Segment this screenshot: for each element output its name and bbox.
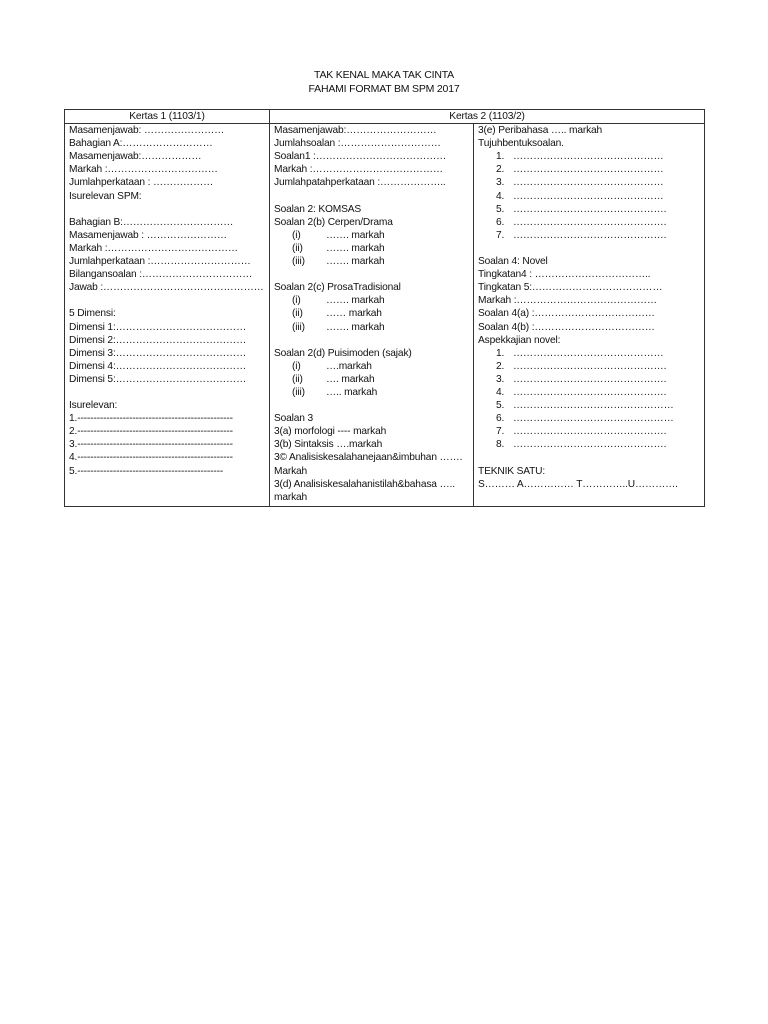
tujuh-item (478, 203, 704, 216)
k1-line: Markah :…………………………… (69, 164, 218, 176)
prosa-title: Soalan 2(c) ProsaTradisional (274, 282, 401, 294)
soalan-3-item: 3© Analisiskesalahanejaan&imbuhan ……. Markah (274, 452, 463, 477)
item-value: ………………………………………. (513, 203, 667, 215)
tujuh-item (478, 216, 704, 229)
k1-line: Isurelevan SPM: (69, 190, 142, 202)
teknik-title: TEKNIK SATU: (478, 465, 546, 477)
spacer (274, 399, 473, 412)
aspek-item (478, 347, 704, 360)
item-value: ….. markah (326, 386, 378, 398)
item-key: (ii) (292, 308, 303, 320)
novel-line: Soalan 4(a) :……………………………… (478, 308, 655, 320)
item-key: (ii) (292, 373, 303, 385)
item-value: ………………………………………. (513, 373, 667, 385)
item-value: ………………………………………… (513, 413, 674, 425)
item-value: ………………………………………. (513, 360, 667, 372)
soalan-3-item: 3(b) Sintaksis ….markah (274, 439, 383, 451)
item-key: 3. (496, 177, 505, 189)
item-value: ……………………………………… (513, 190, 664, 202)
k1-line: 3.------------------------------------------------ (69, 439, 233, 451)
aspek-item (478, 373, 704, 386)
title-line-1: TAK KENAL MAKA TAK CINTA (314, 69, 454, 81)
item-key: (i) (292, 295, 301, 307)
spacer (274, 334, 473, 347)
item-key: 6. (496, 413, 505, 425)
table-header-row (65, 110, 705, 124)
item-value: ………………………………………. (513, 229, 667, 241)
k1-line: Bahagian A:……………………… (69, 138, 213, 150)
spacer (478, 242, 704, 255)
item-key: 6. (496, 216, 505, 228)
cerpen-item (274, 255, 473, 268)
tujuh-item (478, 229, 704, 242)
kertas-1-cell (65, 124, 270, 507)
header-kertas-1: Kertas 1 (1103/1) (65, 110, 270, 124)
k1-line: Dimensi 5:………………………………… (69, 373, 247, 385)
item-key: 5. (496, 203, 505, 215)
spacer (274, 268, 473, 281)
k1-line: 1.------------------------------------------------ (69, 413, 233, 425)
table-body-row (65, 124, 705, 507)
aspek-title: Aspekkajian novel: (478, 334, 561, 346)
novel-line: Markah :…………………………………… (478, 295, 657, 307)
item-key: (i) (292, 229, 301, 241)
item-value: ……………………………………… (513, 164, 664, 176)
k1-line: Dimensi 1:………………………………… (69, 321, 247, 333)
tujuh-item (478, 176, 704, 189)
spacer (69, 386, 269, 399)
item-key: 2. (496, 164, 505, 176)
tujuh-item (478, 150, 704, 163)
k1-line: Jawab :………………………………………… (69, 282, 264, 294)
item-key: (iii) (292, 386, 305, 398)
k1-line: Masamenjawab : …………………… (69, 229, 227, 241)
item-value: ……. markah (326, 242, 385, 254)
item-key: 4. (496, 190, 505, 202)
k1-line: 5.--------------------------------------------- (69, 465, 224, 477)
kertas-2-left-cell (270, 124, 474, 507)
document-title (0, 68, 768, 96)
item-value: …. markah (326, 373, 375, 385)
soalan-3-item: 3(a) morfologi ---- markah (274, 426, 387, 438)
k1-line: Dimensi 4:………………………………… (69, 360, 247, 372)
item-value: ……. markah (326, 295, 385, 307)
item-value: ………………………………………. (513, 439, 667, 451)
format-table (64, 109, 705, 507)
novel-title: Soalan 4: Novel (478, 256, 548, 268)
tujuh-item (478, 163, 704, 176)
novel-line: Soalan 4(b) :……………………………… (478, 321, 655, 333)
prosa-item (274, 307, 473, 320)
cerpen-title: Soalan 2(b) Cerpen/Drama (274, 216, 393, 228)
item-key: 3. (496, 373, 505, 385)
item-key: (iii) (292, 321, 305, 333)
item-key: 5. (496, 400, 505, 412)
item-value: ………………………………………. (513, 386, 667, 398)
kertas-2-right-cell (474, 124, 705, 507)
aspek-item (478, 399, 704, 412)
item-key: (iii) (292, 256, 305, 268)
item-key: (ii) (292, 242, 303, 254)
k1-line: Dimensi 2:………………………………… (69, 334, 247, 346)
item-value: ……………………………………… (513, 151, 664, 163)
aspek-item (478, 425, 704, 438)
k2-line: Jumlahsoalan :………………………… (274, 138, 441, 150)
k1-line: Dimensi 3:………………………………… (69, 347, 247, 359)
peribahasa-line: 3(e) Peribahasa ….. markah (478, 125, 603, 137)
item-key: 2. (496, 360, 505, 372)
k1-line: Jumlahperkataan : ……………… (69, 177, 214, 189)
puisi-item (274, 373, 473, 386)
item-value: ………………………………………. (513, 216, 667, 228)
item-value: ……………………………………… (513, 347, 664, 359)
prosa-item (274, 321, 473, 334)
item-value: ……. markah (326, 256, 385, 268)
item-value: ……. markah (326, 321, 385, 333)
item-value: …… markah (326, 308, 382, 320)
k1-line: 4.------------------------------------------------ (69, 452, 233, 464)
aspek-item (478, 438, 704, 451)
aspek-item (478, 386, 704, 399)
cerpen-item (274, 242, 473, 255)
cerpen-item (274, 229, 473, 242)
k2-line: Jumlahpatahperkataan :……………….. (274, 177, 446, 189)
spacer (69, 203, 269, 216)
k1-line: Bilangansoalan :…………………………… (69, 269, 253, 281)
spacer (478, 451, 704, 464)
title-line-2: FAHAMI FORMAT BM SPM 2017 (308, 83, 460, 95)
item-key: 7. (496, 426, 505, 438)
item-key: 4. (496, 386, 505, 398)
tujuh-item (478, 190, 704, 203)
soalan-3-title: Soalan 3 (274, 413, 314, 425)
komsas-title: Soalan 2: KOMSAS (274, 203, 362, 215)
item-value: ………………………………………… (513, 400, 674, 412)
k1-line: Masamenjawab:……………… (69, 151, 202, 163)
spacer (274, 190, 473, 203)
spacer (69, 294, 269, 307)
item-key: 1. (496, 347, 505, 359)
puisi-title: Soalan 2(d) Puisimoden (sajak) (274, 347, 412, 359)
item-key: 1. (496, 151, 505, 163)
k2-line: Masamenjawab:……………………… (274, 125, 437, 137)
k1-line: 5 Dimensi: (69, 308, 116, 320)
teknik-line: S……… A…………… T…………..U…………. (478, 478, 678, 490)
aspek-item (478, 412, 704, 425)
header-kertas-2: Kertas 2 (1103/2) (270, 110, 705, 124)
k1-line: 2.------------------------------------------------ (69, 426, 233, 438)
k1-line: Isurelevan: (69, 400, 118, 412)
puisi-item (274, 386, 473, 399)
k2-line: Markah :………………………………… (274, 164, 443, 176)
item-key: 8. (496, 439, 505, 451)
item-value: ….markah (326, 360, 372, 372)
k2-line: Soalan1 :………………………………… (274, 151, 447, 163)
k1-line: Bahagian B:…………………………… (69, 216, 234, 228)
item-key: 7. (496, 229, 505, 241)
aspek-item (478, 360, 704, 373)
item-value: ……………………………………… (513, 177, 664, 189)
prosa-item (274, 294, 473, 307)
item-value: ……. markah (326, 229, 385, 241)
novel-line: Tingkatan4 : …………………………….. (478, 269, 651, 281)
soalan-3-item: 3(d) Analisiskesalahanistilah&bahasa ….. markah (274, 478, 455, 503)
tujuh-title: Tujuhbentuksoalan. (478, 138, 564, 150)
item-key: (i) (292, 360, 301, 372)
novel-line: Tingkatan 5:………………………………… (478, 282, 663, 294)
k1-line: Markah :………………………………… (69, 242, 238, 254)
k1-line: Jumlahperkataan :………………………… (69, 256, 251, 268)
k1-line: Masamenjawab: …………………… (69, 125, 225, 137)
puisi-item (274, 360, 473, 373)
item-value: ………………………………………. (513, 426, 667, 438)
